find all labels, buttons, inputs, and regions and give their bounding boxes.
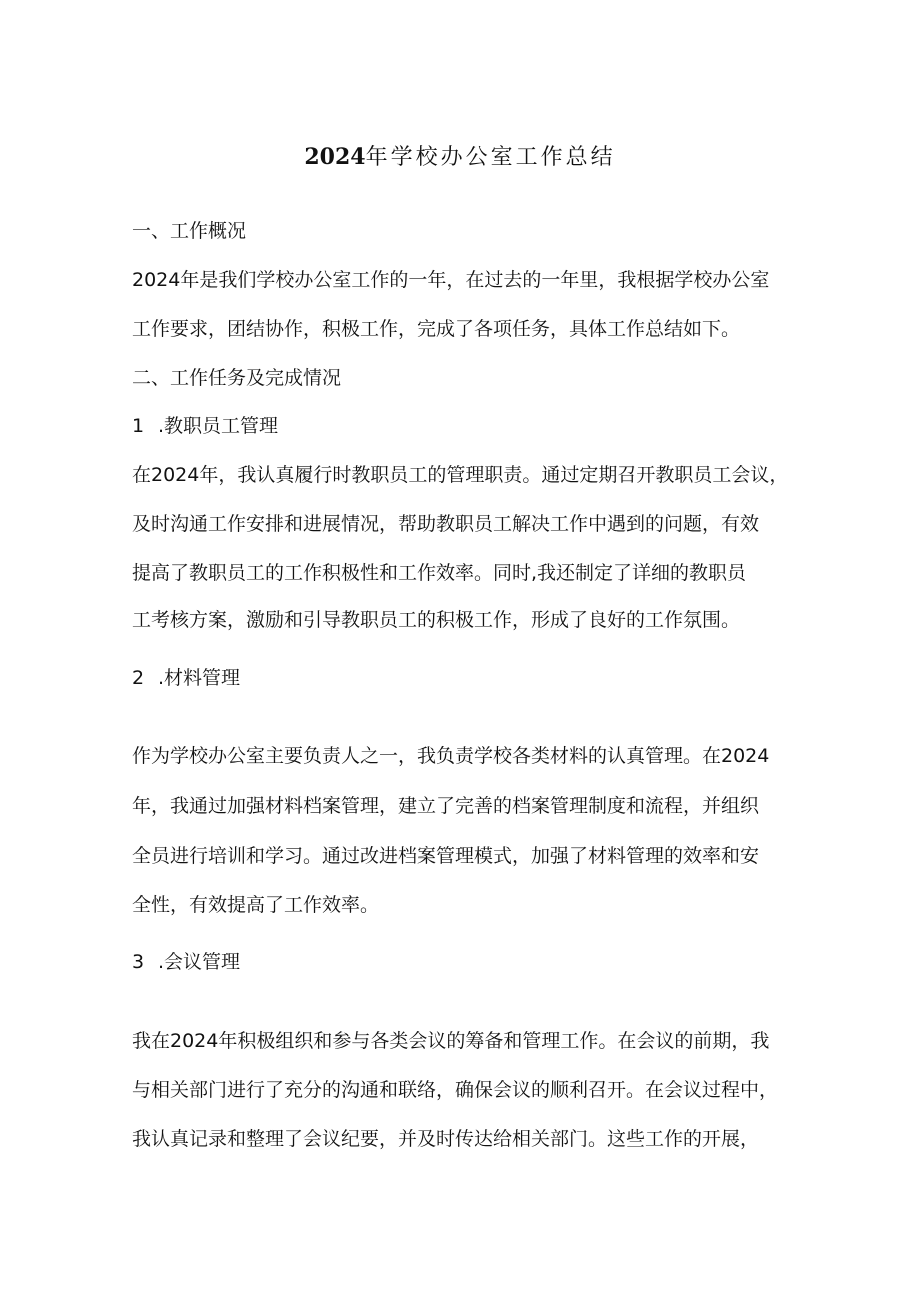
paragraph-line: 在2024年，我认真履行时教职员工的管理职责。通过定期召开教职员工会议， xyxy=(132,464,789,486)
paragraph-line: 我认真记录和整理了会议纪要，并及时传达给相关部门。这些工作的开展， xyxy=(132,1128,760,1150)
paragraph-line: 我在2024年积极组织和参与各类会议的筹备和管理工作。在会议的前期，我 xyxy=(132,1030,770,1052)
paragraph-line: 及时沟通工作安排和进展情况，帮助教职员工解决工作中遇到的问题，有效 xyxy=(132,513,760,535)
section-heading-overview: 一、工作概况 xyxy=(132,220,247,242)
subheading-text: .材料管理 xyxy=(158,667,241,689)
subheading-staff-management xyxy=(132,412,802,440)
title-text: 年学校办公室工作总结 xyxy=(365,145,616,170)
paragraph-line: 工作要求，团结协作，积极工作，完成了各项任务，具体工作总结如下。 xyxy=(132,318,741,340)
section-heading-tasks: 二、工作任务及完成情况 xyxy=(132,367,342,389)
subheading-text: .教职员工管理 xyxy=(158,415,279,437)
subheading-text: .会议管理 xyxy=(158,951,241,973)
title-year: 2024 xyxy=(304,144,366,170)
item-number: 3 xyxy=(132,951,145,973)
subheading-material-management xyxy=(132,664,802,692)
paragraph-line: 2024年是我们学校办公室工作的一年，在过去的一年里，我根据学校办公室 xyxy=(132,269,770,291)
subheading-meeting-management xyxy=(132,948,802,976)
paragraph-line: 全员进行培训和学习。通过改进档案管理模式，加强了材料管理的效率和安 xyxy=(132,845,760,867)
paragraph-line: 全性，有效提高了工作效率。 xyxy=(132,894,380,916)
paragraph-line: 工考核方案，激励和引导教职员工的积极工作，形成了良好的工作氛围。 xyxy=(132,609,741,631)
item-number: 2 xyxy=(132,667,145,689)
item-number: 1 xyxy=(132,415,145,437)
paragraph-line: 与相关部门进行了充分的沟通和联络，确保会议的顺利召开。在会议过程中， xyxy=(132,1079,779,1101)
paragraph-line: 提高了教职员工的工作积极性和工作效率。同时,我还制定了详细的教职员 xyxy=(132,562,747,584)
paragraph-line: 作为学校办公室主要负责人之一，我负责学校各类材料的认真管理。在2024 xyxy=(132,745,770,767)
document-title xyxy=(0,140,920,175)
paragraph-line: 年，我通过加强材料档案管理，建立了完善的档案管理制度和流程，并组织 xyxy=(132,795,760,817)
